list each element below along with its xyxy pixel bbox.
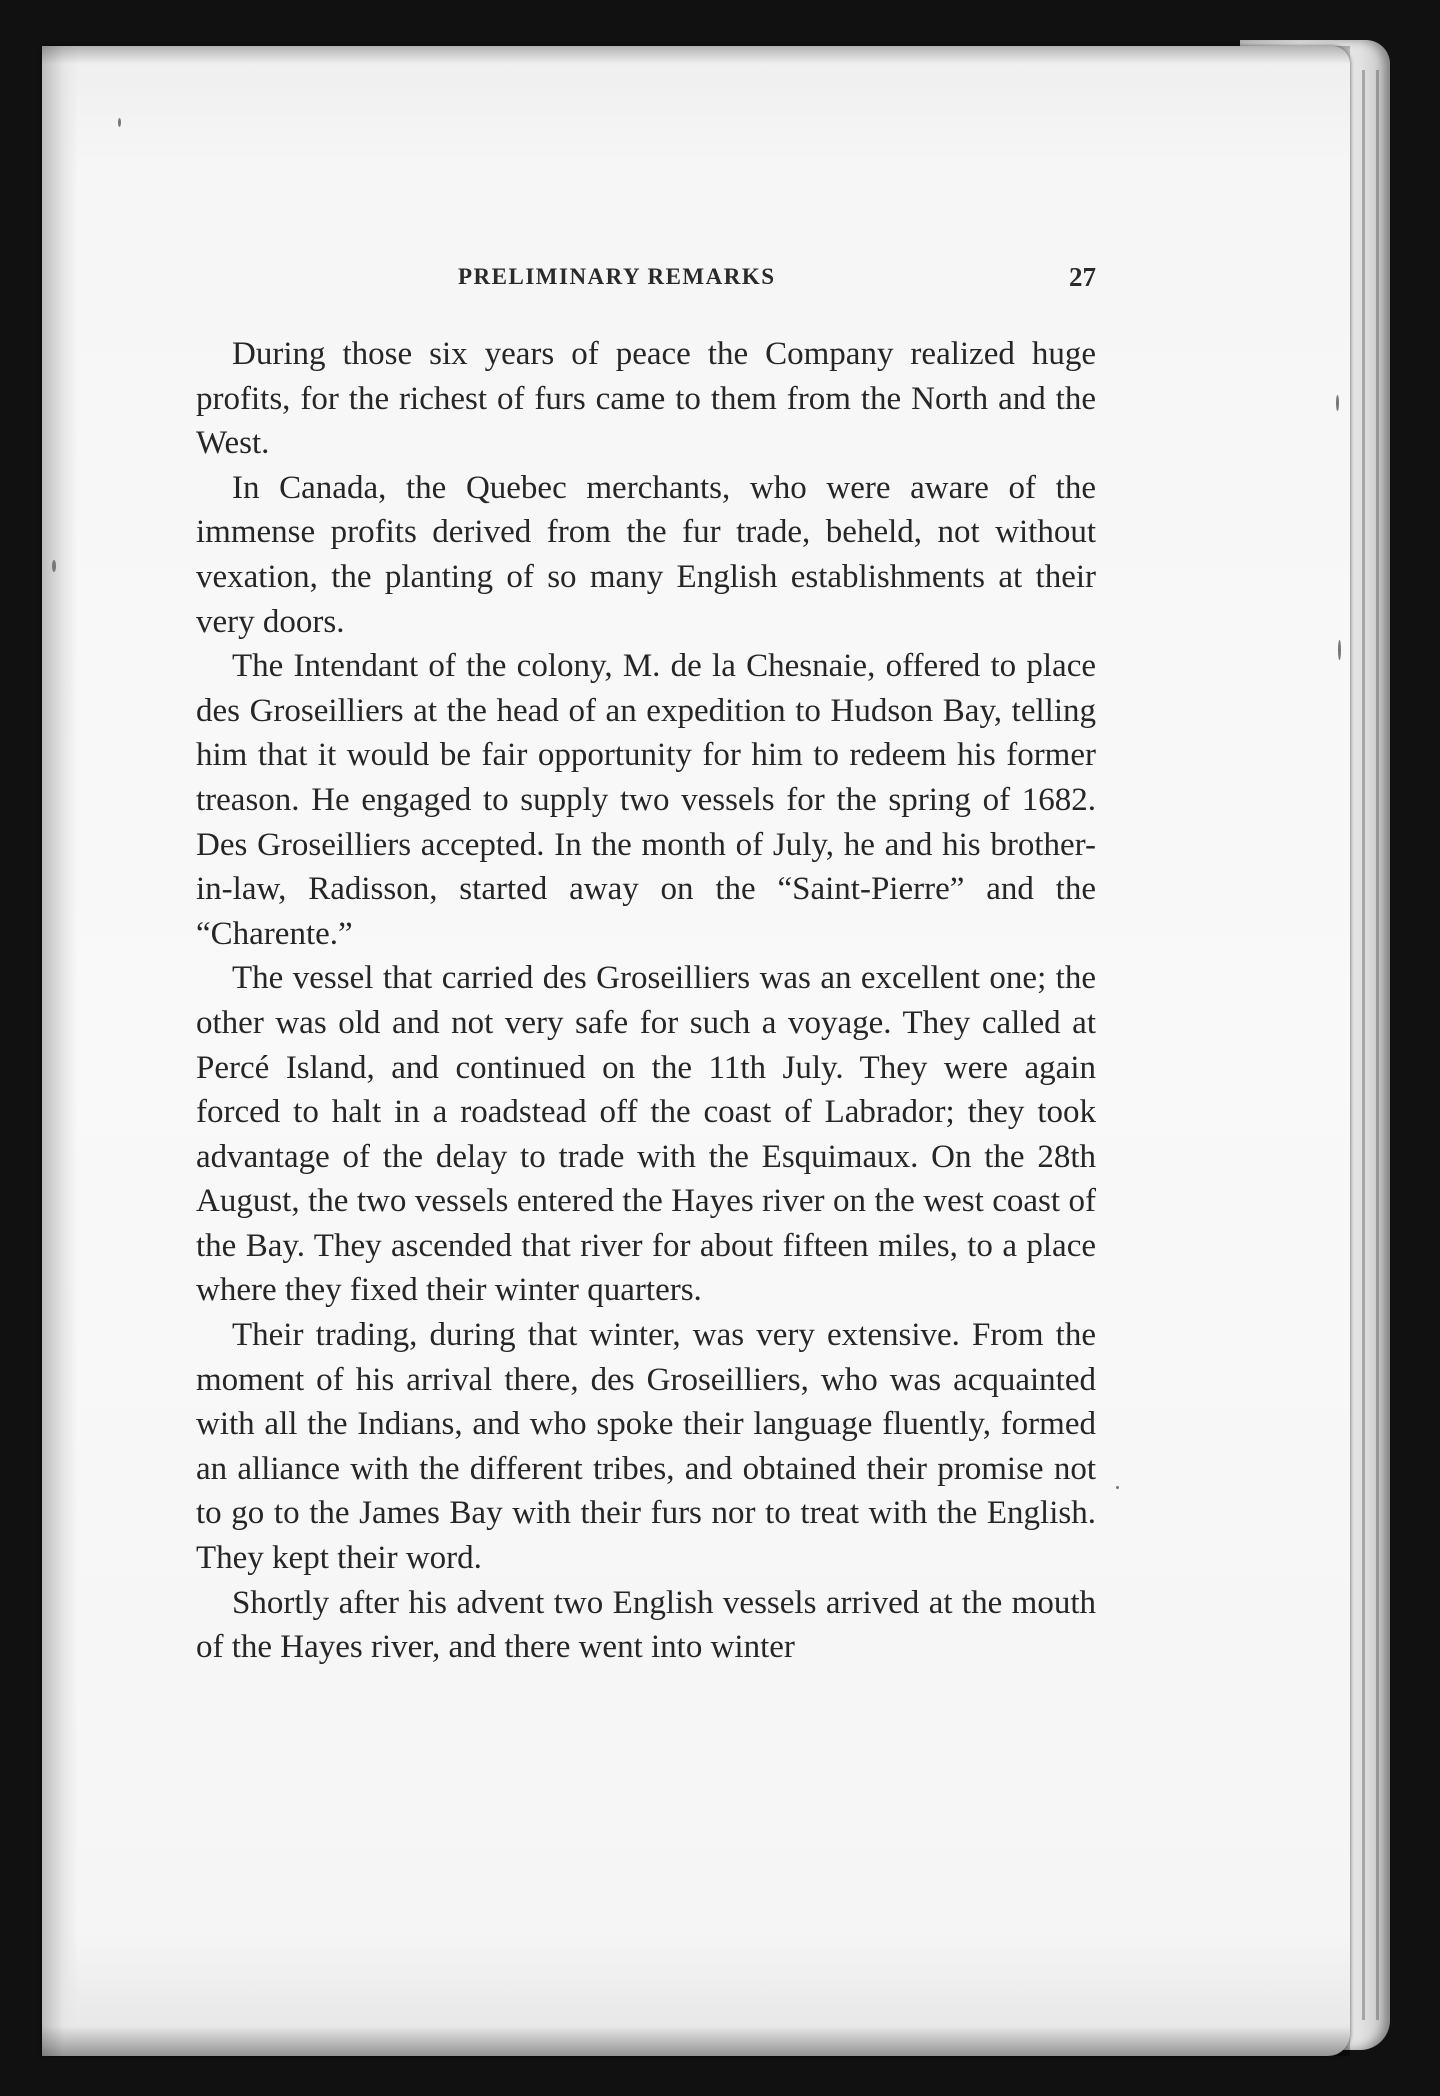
paragraph: The Intendant of the colony, M. de la Chesnaie, offered to place des Groseilliers at the head of an expedition to Hudson Bay, telling him that it would be fair opportunity for him to redeem his former treason. He engaged to supply two vessels for the spring of 1682. Des Groseilliers accepted. In the month of July, he and his brother-in-law, Radisson, started away on the “Saint-Pierre” and the “Charente.” xyxy=(196,648,1096,952)
page-gutter xyxy=(42,46,78,2056)
scan-speck xyxy=(1338,640,1341,660)
scan-speck xyxy=(52,560,56,572)
running-head xyxy=(196,262,1096,302)
page-top-shadow xyxy=(42,46,1350,64)
paragraph: Shortly after his advent two English vessels arrived at the mouth of the Hayes river, and there went into winter xyxy=(196,1584,1096,1666)
scan-speck xyxy=(1116,1486,1119,1489)
scan-speck xyxy=(1336,395,1339,411)
running-head-title: PRELIMINARY REMARKS xyxy=(458,264,776,289)
page-number: 27 xyxy=(1069,262,1096,292)
paragraph: During those six years of peace the Company realized huge profits, for the richest of furs came to them from the North and the West. xyxy=(196,336,1096,462)
page-bottom-shadow xyxy=(42,2026,1350,2056)
page-edge-line xyxy=(1362,70,1365,2020)
page-edge-line xyxy=(1376,70,1379,2020)
scan-speck xyxy=(118,118,121,127)
paragraph: Their trading, during that winter, was very extensive. From the moment of his arrival there, des Groseilliers, who was acquainted with all the Indians, and who spoke their language fluently, formed an alliance with the different tribes, and obtained their promise not to go to the James Bay with their furs nor to treat with the English. They kept their word. xyxy=(196,1317,1096,1577)
paragraph: In Canada, the Quebec merchants, who were aware of the immense profits derived from the fur trade, beheld, not without vexation, the planting of so many English establishments at their very doors. xyxy=(196,469,1096,640)
body-text xyxy=(196,332,1096,1670)
paragraph: The vessel that carried des Groseilliers was an excellent one; the other was old and not very safe for such a voyage. They called at Percé Island, and continued on the 11th July. They were again forced to halt in a roadstead off the coast of Labrador; they took advantage of the delay to trade with the Esquimaux. On the 28th August, the two vessels entered the Hayes river on the west coast of the Bay. They ascended that river for about fifteen miles, to a place where they fixed their winter quarters. xyxy=(196,960,1096,1309)
